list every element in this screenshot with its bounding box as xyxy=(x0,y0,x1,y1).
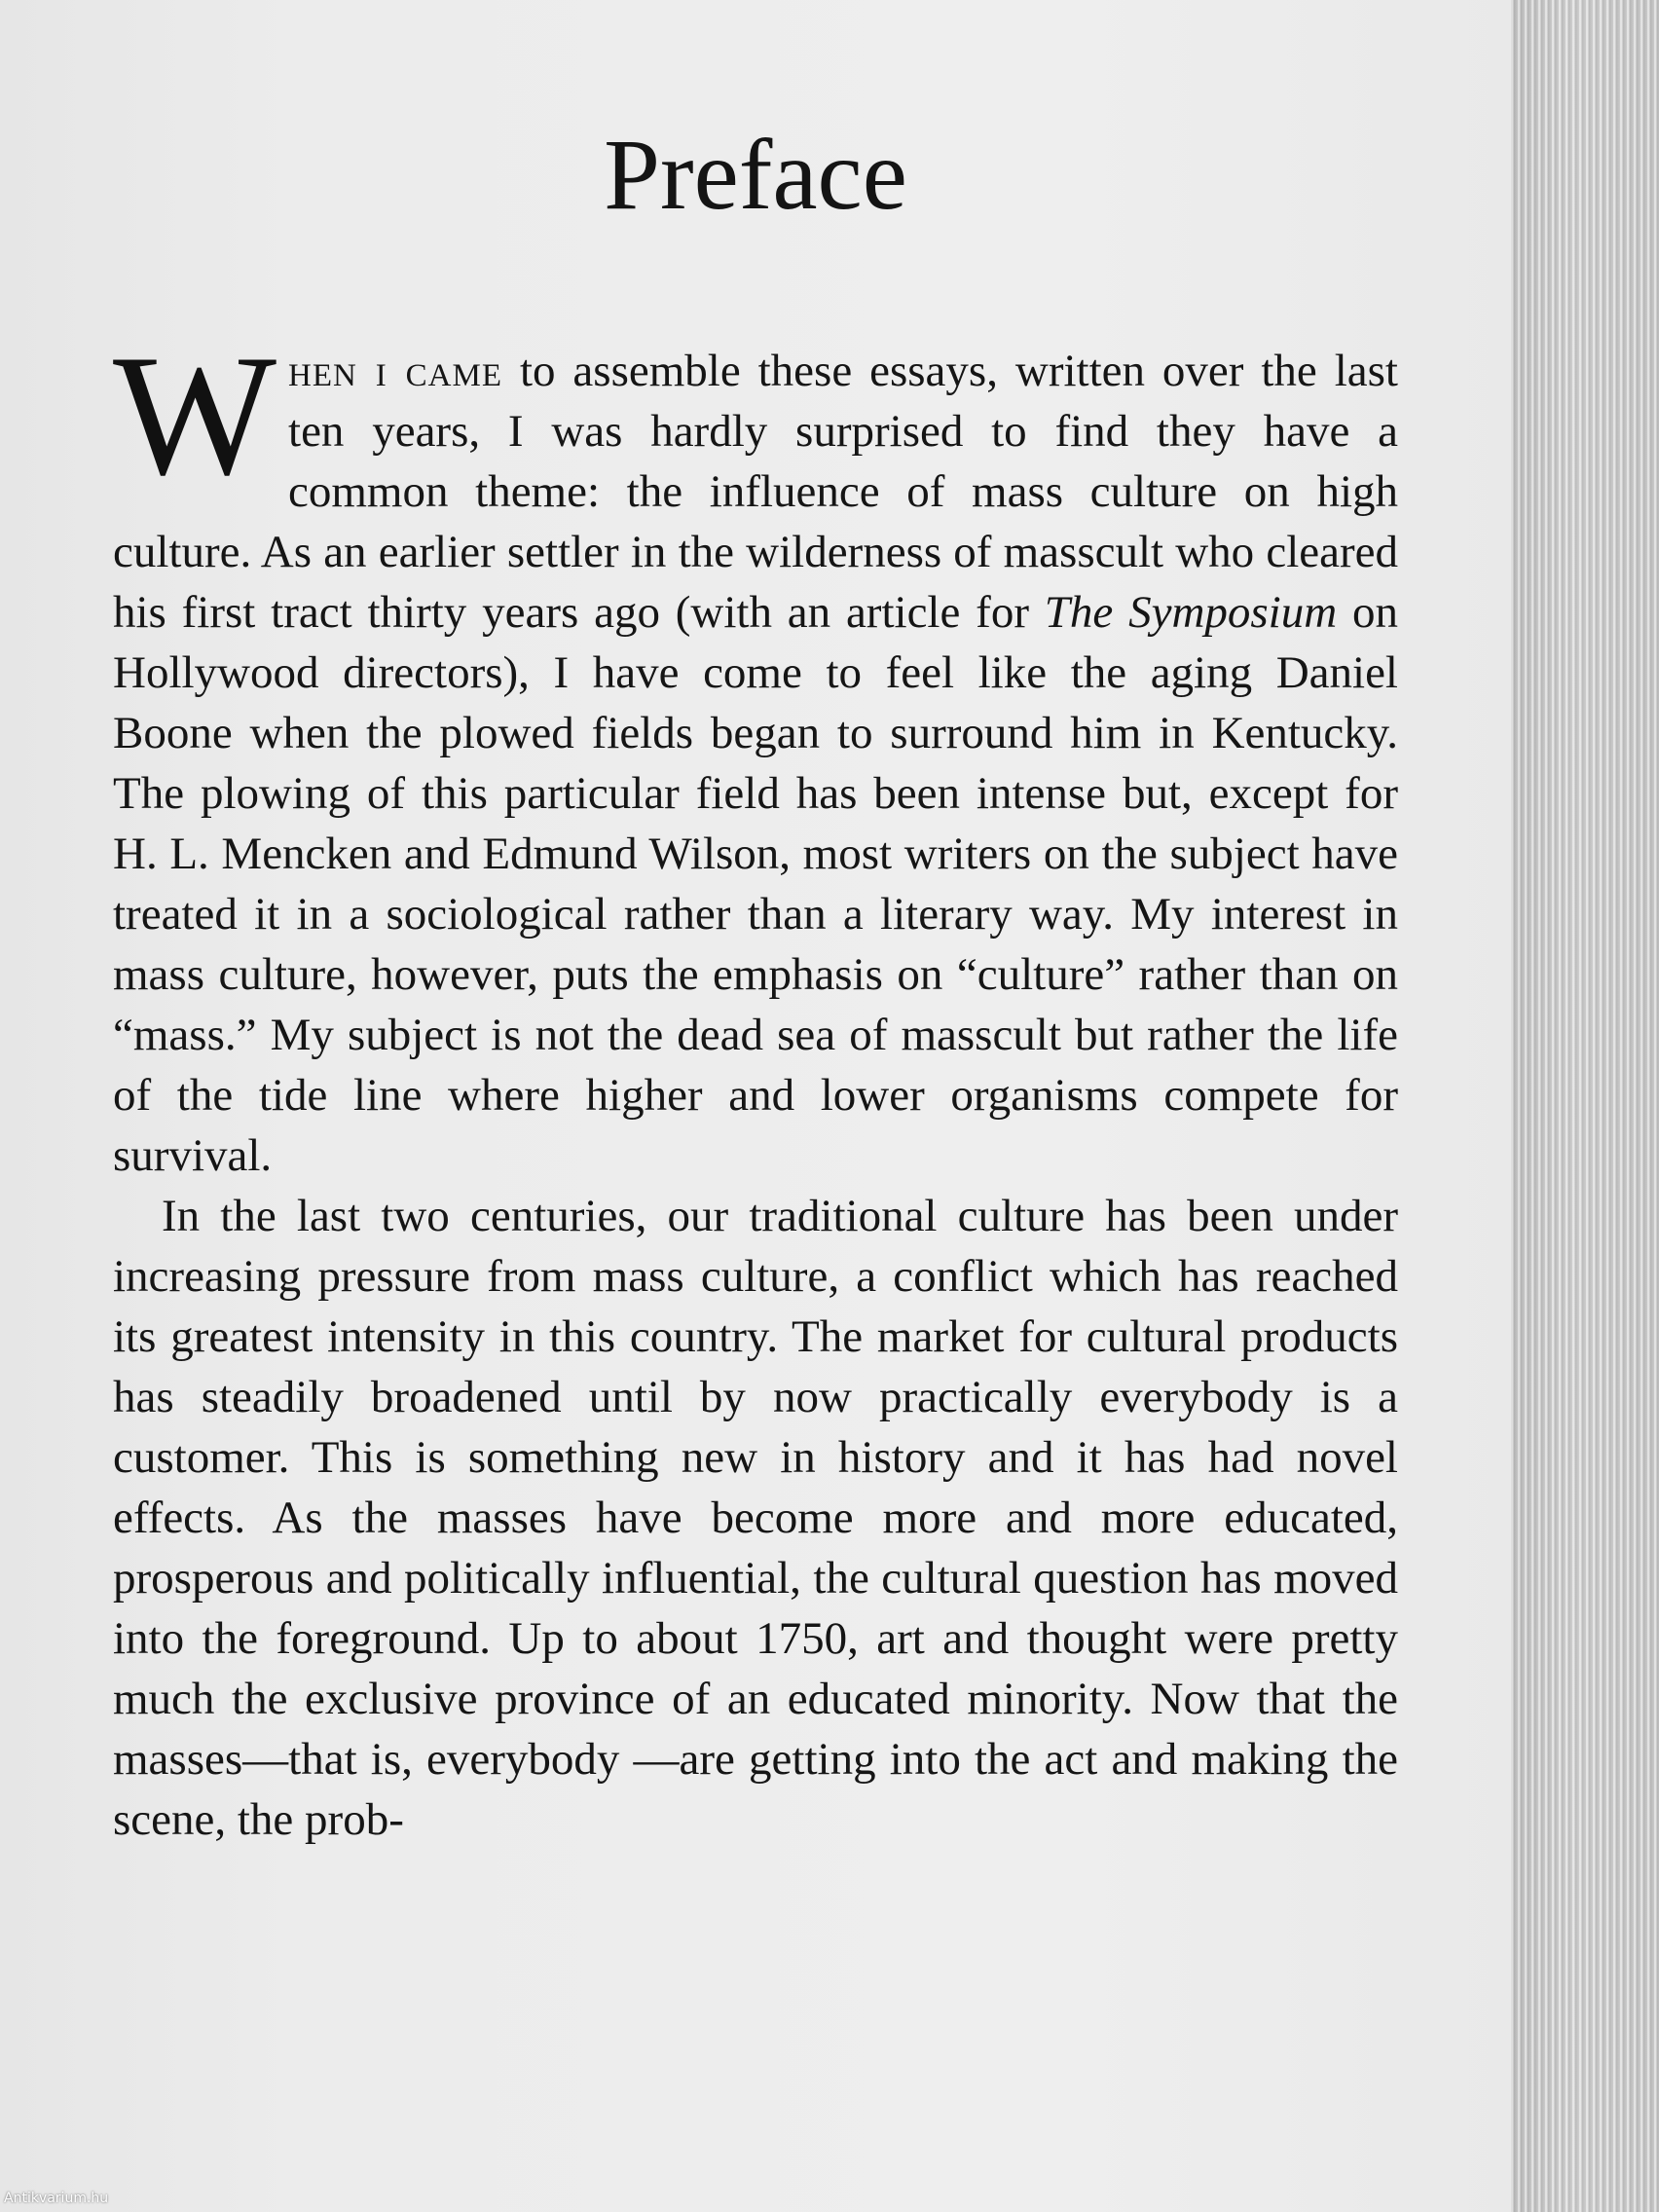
page-stack-edge xyxy=(1511,0,1659,2212)
paragraph-1-text-a: to assemble these essays, written over the last ten years, I was hardly surprised to find they have a common theme: the influence of mass culture on high culture. As an earlier settler in the wilderness of masscult who cleared his first tract thirty years ago (with an article for xyxy=(113,346,1398,638)
page-title: Preface xyxy=(604,119,907,231)
journal-title-italic: The Symposium xyxy=(1044,587,1338,638)
paragraph-2: In the last two centuries, our traditional culture has been under increasing pressure from mass culture, a conflict which has reached its greatest intensity in this country. The market for cultural products has steadily broadened until by now practically everybody is a customer. This is something new in history and it has had novel effects. As the masses have become more and more educated, prosperous and politically influential, the cultural question has moved into the foreground. Up to about 1750, art and thought were pretty much the exclusive province of an educated minority. Now that the masses—that is, everybody —are getting into the act and making the scene, the prob- xyxy=(113,1191,1398,1845)
drop-cap: W xyxy=(113,318,277,511)
paragraph-1-text-b: on Hollywood directors), I have come to feel like the aging Daniel Boone when the plowed fields began to surround him in Kentucky. The plowing of this particular field has been intense but, except for H. L. Mencken and Edmund Wilson, most writers on the subject have treated it in a sociological rather than a literary way. My interest in mass culture, however, puts the emphasis on “culture” rather than on “mass.” My subject is not the dead sea of masscult but rather the life of the tide line where higher and lower organisms compete for survival. xyxy=(113,587,1398,1181)
preface-body xyxy=(113,318,1398,1850)
watermark-text: Antikvarium.hu xyxy=(4,2191,109,2206)
opening-small-caps: hen i came xyxy=(288,346,503,396)
paragraph-1 xyxy=(113,318,1398,1186)
